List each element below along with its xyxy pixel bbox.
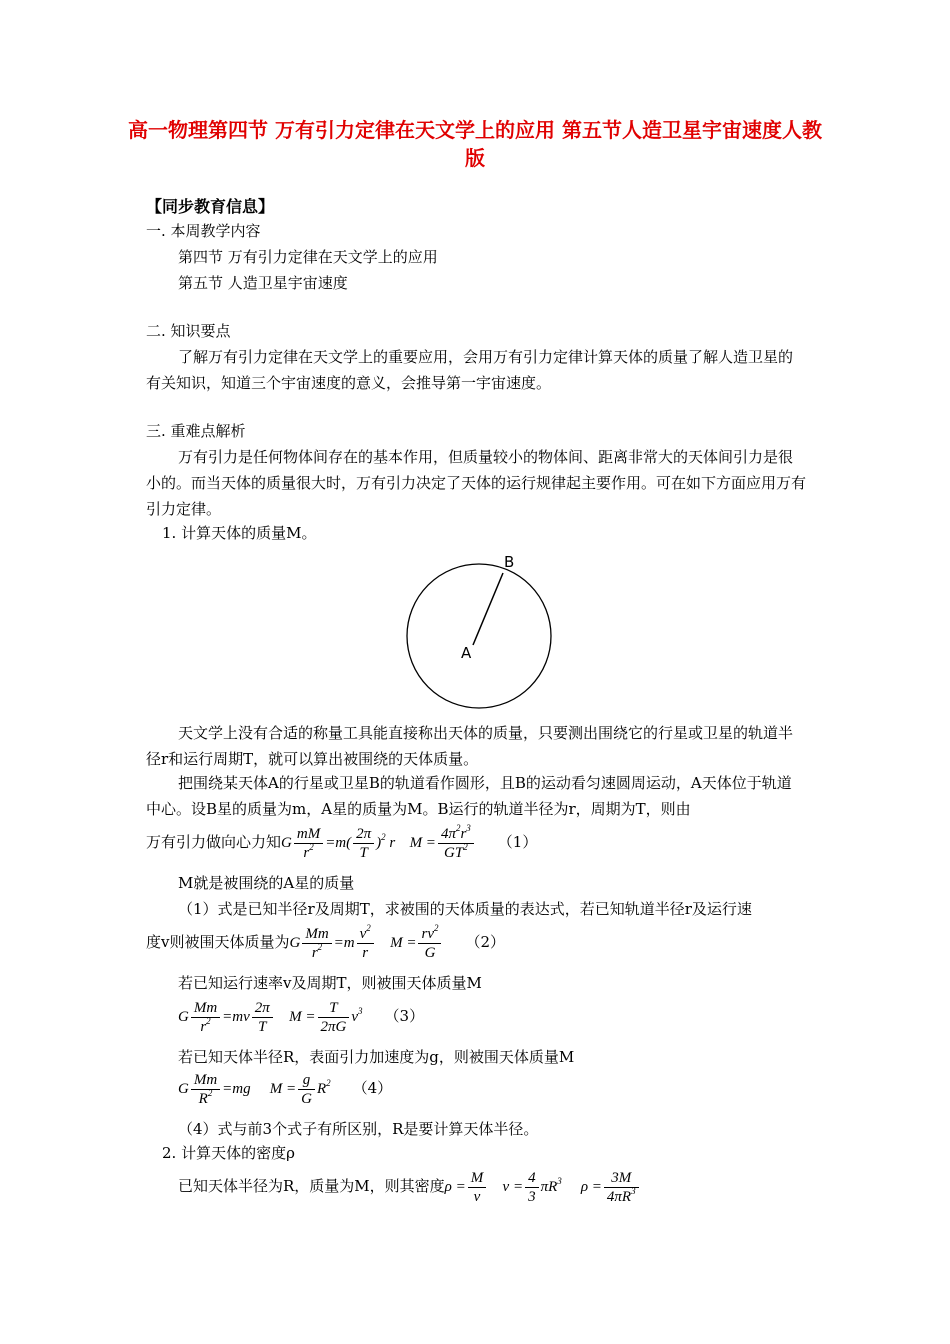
para-m-meaning: M就是被围绕的A星的质量 (178, 874, 355, 892)
sync-info-header: 【同步教育信息】 (146, 197, 275, 216)
para-eq1-note: （1）式是已知半径r及周期T，求被围的天体质量的表达式，若已知轨道半径r及运行速 (178, 900, 752, 918)
item-1-heading: 1. 计算天体的质量M。 (162, 524, 317, 542)
section1-heading: 一. 本周教学内容 (146, 222, 261, 240)
equation-1: 万有引力做向心力知G $\frac{mM}{r^2}$ =m( $\frac{2\pi}{T}$ )$^2$ r M = $\frac{4\pi^2r^3}{GT^2}$ （1） (146, 822, 538, 861)
section1-item-1: 第四节 万有引力定律在天文学上的应用 (178, 248, 438, 266)
para-surface-gravity: 若已知天体半径R，表面引力加速度为g，则被围天体质量M (178, 1048, 575, 1066)
para-velocity-period: 若已知运行速率v及周期T，则被围天体质量M (178, 974, 482, 992)
eq1-number: （1） (497, 833, 538, 851)
equation-3: G $\frac{Mm}{r^2}$ =mv $\frac{2\pi}{T}$ M = $\frac{T}{2\pi G}$ $v^3$ （3） (178, 999, 425, 1035)
label-a: A (461, 644, 472, 662)
page-title: 高一物理第四节 万有引力定律在天文学上的应用 第五节人造卫星宇宙速度人教版 (128, 118, 822, 170)
section2-heading: 二. 知识要点 (146, 322, 231, 340)
para-eq4-note: （4）式与前3个式子有所区别，R是要计算天体半径。 (178, 1120, 539, 1138)
para-orbit-setup: 把围绕某天体A的行星或卫星B的轨道看作圆形，且B的运动看匀速圆周运动，A天体位于轨道中心。设B星的质量为m，A星的质量为M。B运行的轨道半径为r，周期为T，则由 (146, 774, 792, 818)
eq1-lead: 万有引力做向心力知 (146, 833, 282, 851)
equation-density: 已知天体半径为R，质量为M，则其密度ρ = $\frac{M}{v}$ v = $\frac{4}{3}$ $\pi R^3$ ρ = $\frac{3M}{4\pi R^3}$ (178, 1166, 641, 1207)
equation-4: G $\frac{Mm}{R^2}$ =mg M = $\frac{g}{G}$ $R^2$ （4） (178, 1071, 393, 1107)
orbit-diagram (400, 550, 560, 710)
section1-item-2: 第五节 人造卫星宇宙速度 (178, 274, 348, 292)
orbit-circle (407, 564, 551, 708)
label-b: B (504, 553, 515, 571)
density-lead: 已知天体半径为R，质量为M，则其密度 (178, 1177, 445, 1195)
eq3-number: （3） (384, 1007, 425, 1025)
item-2-heading: 2. 计算天体的密度ρ (162, 1144, 295, 1162)
eq4-number: （4） (352, 1079, 393, 1097)
equation-2: 度v则被围天体质量为G $\frac{Mm}{r^2}$ =m $\frac{v^2}{r}$ M = $\frac{rv^2}{G}$ （2） (146, 922, 506, 961)
section3-heading: 三. 重难点解析 (146, 422, 246, 440)
section2-text: 了解万有引力定律在天文学上的重要应用，会用万有引力定律计算天体的质量了解人造卫星的有关知识，知道三个宇宙速度的意义，会推导第一宇宙速度。 (146, 348, 794, 392)
para-measurement: 天文学上没有合适的称量工具能直接称出天体的质量，只要测出围绕它的行星或卫星的轨道半径r和运行周期T，就可以算出被围绕的天体质量。 (146, 724, 794, 768)
radius-line (473, 573, 503, 645)
section3-intro: 万有引力是任何物体间存在的基本作用，但质量较小的物体间、距离非常大的天体间引力是很小的。而当天体的质量很大时，万有引力决定了天体的运行规律起主要作用。可在如下方面应用万有引力定律。 (146, 448, 807, 518)
eq2-lead: 度v则被围天体质量为 (146, 933, 290, 951)
eq2-number: （2） (465, 933, 506, 951)
